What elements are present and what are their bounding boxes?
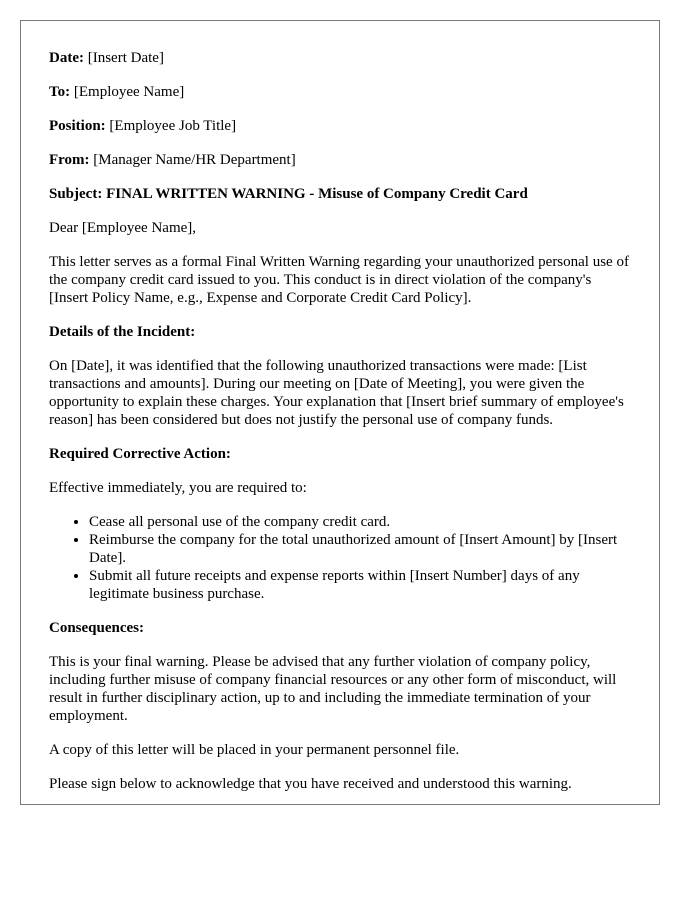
date-value: [Insert Date] [87, 50, 164, 66]
consequences-paragraph: This is your final warning. Please be advised that any further violation of company policy, including further misuse of company financial resources or any other form of misconduct, will result in further disciplinary action, up to and including the immediate termination of your employment. [49, 654, 617, 724]
from-label: From: [49, 152, 90, 168]
date-line [49, 49, 631, 67]
file-note: A copy of this letter will be placed in your permanent personnel file. [49, 742, 460, 758]
subject-line [49, 185, 631, 203]
to-label: To: [49, 84, 71, 100]
to-line [49, 83, 631, 101]
list-item: • Submit all future receipts and expense reports within [Insert Number] days of any legitimate business purchase. [89, 567, 631, 603]
from-value: [Manager Name/HR Department] [93, 152, 296, 168]
position-line [49, 117, 631, 135]
date-label: Date: [49, 50, 84, 66]
letter-page [20, 20, 660, 805]
action-intro: Effective immediately, you are required to: [49, 480, 307, 496]
from-line [49, 151, 631, 169]
action-heading: Required Corrective Action: [49, 446, 231, 462]
letter-content [21, 21, 659, 793]
consequences-heading: Consequences: [49, 620, 145, 636]
position-label: Position: [49, 118, 106, 134]
list-item: • Reimburse the company for the total unauthorized amount of [Insert Amount] by [Insert Date]. [89, 531, 631, 567]
details-paragraph: On [Date], it was identified that the following unauthorized transactions were made: [List transactions and amounts]. During our meeting on [Date of Meeting], you were given the opportunity to explain these charges. Your explanation that [Insert brief summary of employee's reason] has been considered but does not justify the personal use of company funds. [49, 358, 624, 428]
action-list [49, 513, 631, 603]
subject-label: Subject: [49, 186, 103, 202]
greeting: Dear [Employee Name], [49, 220, 197, 236]
position-value: [Employee Job Title] [109, 118, 237, 134]
to-value: [Employee Name] [73, 84, 185, 100]
intro-paragraph: This letter serves as a formal Final Written Warning regarding your unauthorized personal use of the company credit card issued to you. This conduct is in direct violation of the company's [Insert Policy Name, e.g., Expense and Corporate Credit Card Policy]. [49, 254, 629, 306]
subject-value: FINAL WRITTEN WARNING - Misuse of Company Credit Card [106, 186, 528, 202]
details-heading: Details of the Incident: [49, 324, 196, 340]
signoff-paragraph: Please sign below to acknowledge that you have received and understood this warning. [49, 776, 572, 792]
list-item: • Cease all personal use of the company credit card. [89, 513, 631, 531]
